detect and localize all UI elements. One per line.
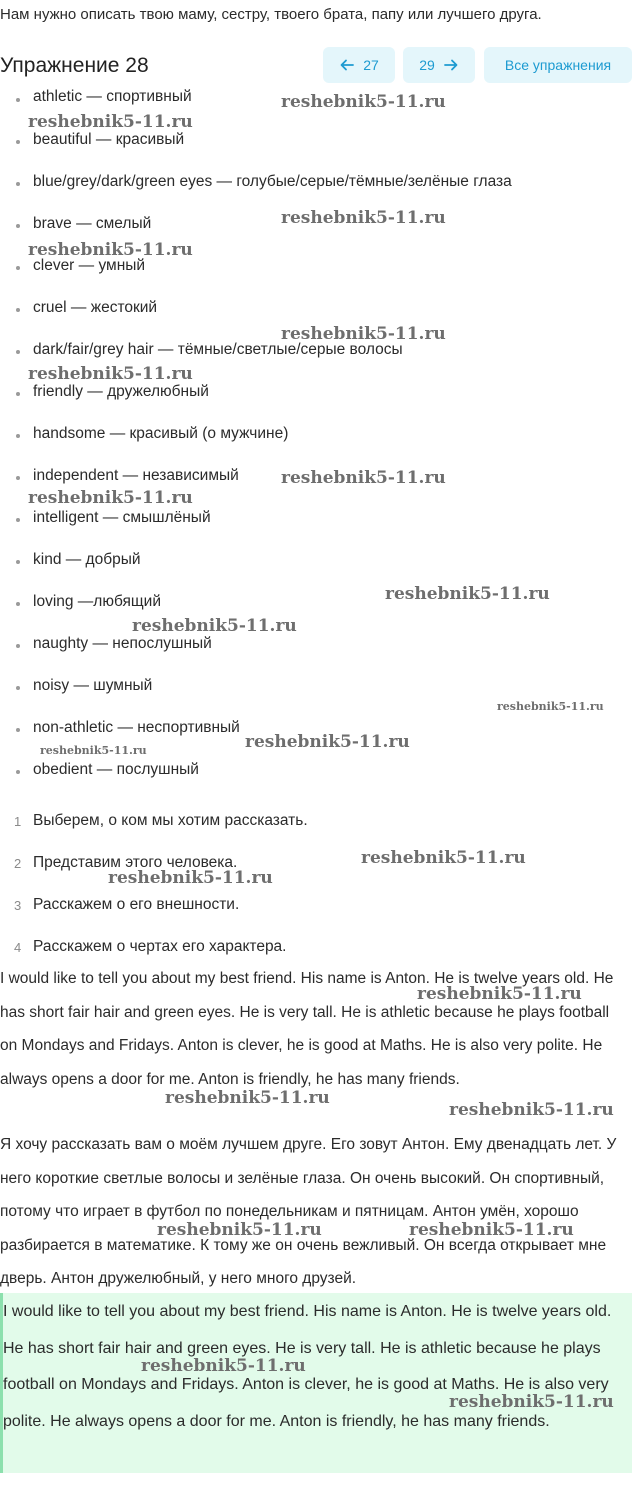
watermark: reshebnik5-11.ru xyxy=(157,1220,322,1240)
next-exercise-button[interactable] xyxy=(403,47,475,83)
list-bullet xyxy=(16,686,20,690)
list-bullet xyxy=(16,434,20,438)
list-bullet xyxy=(16,770,20,774)
list-bullet xyxy=(16,728,20,732)
list-item: independent — независимый xyxy=(33,467,239,484)
watermark: reshebnik5-11.ru xyxy=(141,1356,306,1376)
step-item: Расскажем о чертах его характера. xyxy=(33,938,287,955)
list-bullet xyxy=(16,392,20,396)
list-bullet xyxy=(16,308,20,312)
watermark: reshebnik5-11.ru xyxy=(449,1392,614,1412)
list-item: handsome — красивый (о мужчине) xyxy=(33,425,289,442)
all-exercises-label: Все упражнения xyxy=(504,57,612,73)
watermark: reshebnik5-11.ru xyxy=(417,984,582,1004)
all-exercises-button[interactable] xyxy=(484,47,632,83)
list-item: kind — добрый xyxy=(33,551,141,568)
watermark: reshebnik5-11.ru xyxy=(132,616,297,636)
watermark: reshebnik5-11.ru xyxy=(28,364,193,384)
english-text: I would like to tell you about my best friend. His name is Anton. He is twelve years old. He has short fair hair and green eyes. He is very tall. He is athletic because he plays football on Mondays and Fridays. Anton is clever, he is good at Maths. He is also very polite. He always opens a door for me. Anton is friendly, he has many friends. xyxy=(0,970,614,1088)
prev-exercise-button[interactable] xyxy=(323,47,395,83)
list-bullet xyxy=(16,98,20,102)
list-item: athletic — спортивный xyxy=(33,88,192,105)
list-item: beautiful — красивый xyxy=(33,131,185,148)
list-bullet xyxy=(16,518,20,522)
answer-text: I would like to tell you about my best friend. His name is Anton. He is twelve years old. He has short fair hair and green eyes. He is very tall. He is athletic because he plays football on Mondays and Fridays. Anton is clever, he is good at Maths. He is also very polite. He always opens a door for me. Anton is friendly, he has many friends. xyxy=(3,1303,612,1430)
list-bullet xyxy=(16,224,20,228)
list-item: brave — смелый xyxy=(33,215,152,232)
list-item: intelligent — смышлёный xyxy=(33,509,211,526)
list-bullet xyxy=(16,350,20,354)
watermark: reshebnik5-11.ru xyxy=(385,584,550,604)
step-number: 2 xyxy=(14,856,22,871)
watermark: reshebnik5-11.ru xyxy=(281,208,446,228)
watermark: reshebnik5-11.ru xyxy=(281,324,446,344)
list-item: friendly — дружелюбный xyxy=(33,383,209,400)
watermark: reshebnik5-11.ru xyxy=(409,1220,574,1240)
watermark: reshebnik5-11.ru xyxy=(245,732,410,752)
list-bullet xyxy=(16,602,20,606)
russian-translation: Я хочу рассказать вам о моём лучшем друге. Его зовут Антон. Ему двенадцать лет. У него короткие светлые волосы и зелёные глаза. Он очень высокий. Он спортивный, потому что играет в футбол по понедельникам и пятницам. Антон умён, хорошо разбирается в математике. К тому же он очень вежливый. Он всегда открывает мне дверь. Антон дружелюбный, у него много друзей. xyxy=(0,1136,617,1287)
watermark: reshebnik5-11.ru xyxy=(108,868,273,888)
list-bullet xyxy=(16,560,20,564)
list-item: cruel — жестокий xyxy=(33,299,158,316)
prev-exercise-label: 27 xyxy=(363,57,379,73)
next-exercise-label: 29 xyxy=(419,57,435,73)
watermark: reshebnik5-11.ru xyxy=(28,112,193,132)
page-title: Упражнение 28 xyxy=(0,54,149,77)
watermark: reshebnik5-11.ru xyxy=(28,240,193,260)
watermark: reshebnik5-11.ru xyxy=(28,488,193,508)
list-item: noisy — шумный xyxy=(33,677,153,694)
exercise-header xyxy=(0,47,632,85)
list-bullet xyxy=(16,644,20,648)
list-bullet xyxy=(16,266,20,270)
step-item: Выберем, о ком мы хотим рассказать. xyxy=(33,812,308,829)
intro-text: Нам нужно описать твою маму, сестру, твоего брата, папу или лучшего друга. xyxy=(0,6,542,23)
list-bullet xyxy=(16,182,20,186)
watermark: reshebnik5-11.ru xyxy=(281,468,446,488)
list-item: naughty — непослушный xyxy=(33,635,212,652)
step-number: 1 xyxy=(14,814,22,829)
list-bullet xyxy=(16,140,20,144)
list-item: non-athletic — неспортивный xyxy=(33,719,240,736)
watermark: reshebnik5-11.ru xyxy=(40,744,147,757)
list-item: dark/fair/grey hair — тёмные/светлые/серые волосы xyxy=(33,341,403,358)
list-bullet xyxy=(16,476,20,480)
watermark: reshebnik5-11.ru xyxy=(361,848,526,868)
list-item: loving —любящий xyxy=(33,593,161,610)
arrow-left-icon xyxy=(339,57,355,73)
watermark: reshebnik5-11.ru xyxy=(497,700,604,713)
watermark: reshebnik5-11.ru xyxy=(449,1100,614,1120)
list-item: blue/grey/dark/green eyes — голубые/серые/тёмные/зелёные глаза xyxy=(33,173,512,190)
step-number: 4 xyxy=(14,940,22,955)
list-item: clever — умный xyxy=(33,257,146,274)
step-number: 3 xyxy=(14,898,22,913)
watermark: reshebnik5-11.ru xyxy=(165,1088,330,1108)
answer-block xyxy=(0,1293,632,1473)
step-item: Представим этого человека. xyxy=(33,854,238,871)
list-item: obedient — послушный xyxy=(33,761,199,778)
arrow-right-icon xyxy=(443,57,459,73)
step-item: Расскажем о его внешности. xyxy=(33,896,240,913)
watermark: reshebnik5-11.ru xyxy=(281,92,446,112)
